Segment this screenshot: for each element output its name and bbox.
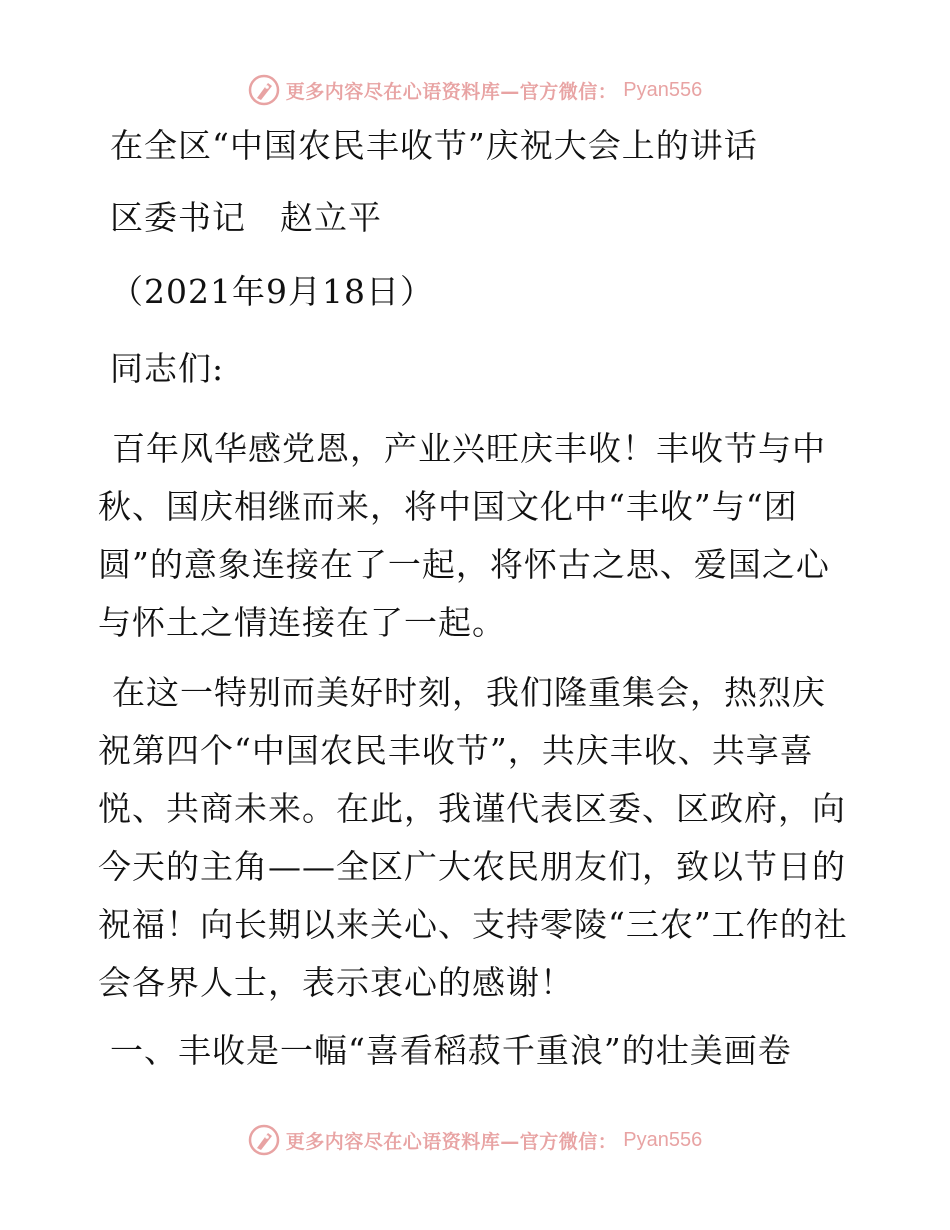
footer-watermark bbox=[0, 1120, 950, 1160]
greeting: 同志们: bbox=[110, 349, 225, 388]
document-date: （2021年9月18日） bbox=[110, 272, 434, 311]
section-heading: 一、丰收是一幅“喜看稻菽千重浪”的壮美画卷 bbox=[110, 1031, 792, 1070]
pen-nib-logo-icon bbox=[248, 74, 280, 106]
paragraph: 百年风华感党恩，产业兴旺庆丰收！丰收节与中秋、国庆相继而来，将中国文化中“丰收”与“团圆”的意象连接在了一起，将怀古之思、爱国之心与怀土之情连接在了一起。 bbox=[98, 429, 830, 642]
document-title: 在全区“中国农民丰收节”庆祝大会上的讲话 bbox=[110, 126, 758, 165]
watermark-text: 更多内容尽在心语资料库—官方微信： bbox=[285, 80, 618, 103]
watermark-wechat-id: Pyan556 bbox=[623, 78, 703, 101]
pen-nib-logo-icon bbox=[248, 1124, 280, 1156]
watermark-wechat-id: Pyan556 bbox=[623, 1128, 703, 1151]
watermark-text: 更多内容尽在心语资料库—官方微信： bbox=[285, 1130, 618, 1153]
document-author: 区委书记 赵立平 bbox=[110, 198, 382, 237]
header-watermark bbox=[0, 70, 950, 110]
paragraph: 在这一特别而美好时刻，我们隆重集会，热烈庆祝第四个“中国农民丰收节”，共庆丰收、共享喜悦、共商未来。在此，我谨代表区委、区政府，向今天的主角——全区广大农民朋友们，致以节日的祝福！向长期以来关心、支持零陵“三农”工作的社会各界人士，表示衷心的感谢！ bbox=[98, 673, 848, 1002]
